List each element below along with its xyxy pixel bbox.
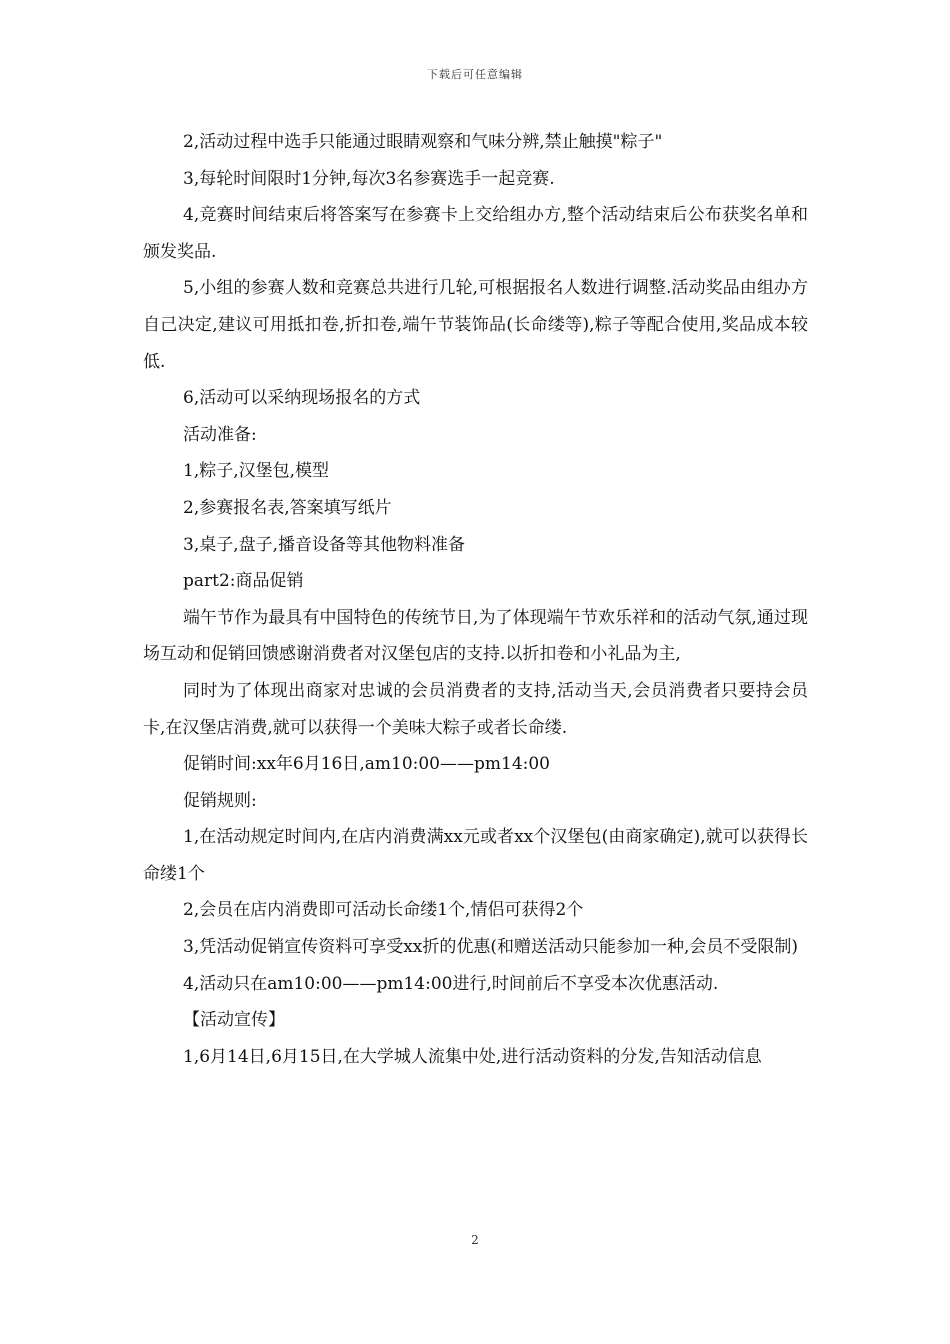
list-item: 1,粽子,汉堡包,模型 [183,461,330,482]
list-item: 3,凭活动促销宣传资料可享受xx折的优惠(和赠送活动只能参加一种,会员不受限制) [183,937,799,958]
section-label: 活动准备: [183,424,257,445]
paragraph: 3,每轮时间限时1分钟,每次3名参赛选手一起竞赛. [183,168,555,189]
list-item: 1,6月14日,6月15日,在大学城人流集中处,进行活动资料的分发,告知活动信息 [183,1046,762,1067]
paragraph: 4,竞赛时间结束后将答案写在参赛卡上交给组办方,整个活动结束后公布获奖名单和颁发奖品. [143,205,808,262]
paragraph: 同时为了体现出商家对忠诚的会员消费者的支持,活动当天,会员消费者只要持会员卡,在汉堡店消费,就可以获得一个美味大粽子或者长命缕. [143,680,808,738]
list-item: 2,参赛报名表,答案填写纸片 [183,497,392,518]
list-item: 2,会员在店内消费即可活动长命缕1个,情侣可获得2个 [183,900,584,921]
page-number: 2 [471,1233,479,1247]
list-item: 3,桌子,盘子,播音设备等其他物料准备 [183,534,466,555]
list-item: 4,活动只在am10:00——pm14:00进行,时间前后不享受本次优惠活动. [183,973,719,994]
list-item: 1,在活动规定时间内,在店内消费满xx元或者xx个汉堡包(由商家确定),就可以获得长命缕1个 [143,827,808,884]
section-label: 促销规则: [183,790,257,811]
document-body [143,124,808,1075]
paragraph: 6,活动可以采纳现场报名的方式 [183,388,421,409]
paragraph: 2,活动过程中选手只能通过眼睛观察和气味分辨,禁止触摸"粽子" [183,132,663,152]
page-header-note: 下载后可任意编辑 [427,68,523,81]
section-heading: part2:商品促销 [183,571,304,592]
promotion-time: 促销时间:xx年6月16日,am10:00——pm14:00 [183,754,550,775]
paragraph: 端午节作为最具有中国特色的传统节日,为了体现端午节欢乐祥和的活动气氛,通过现场互动和促销回馈感谢消费者对汉堡包店的支持.以折扣卷和小礼品为主, [143,607,808,665]
section-heading: 【活动宣传】 [183,1010,285,1031]
paragraph: 5,小组的参赛人数和竞赛总共进行几轮,可根据报名人数进行调整.活动奖品由组办方自己决定,建议可用抵扣卷,折扣卷,端午节装饰品(长命缕等),粽子等配合使用,奖品成本较低. [143,278,808,372]
